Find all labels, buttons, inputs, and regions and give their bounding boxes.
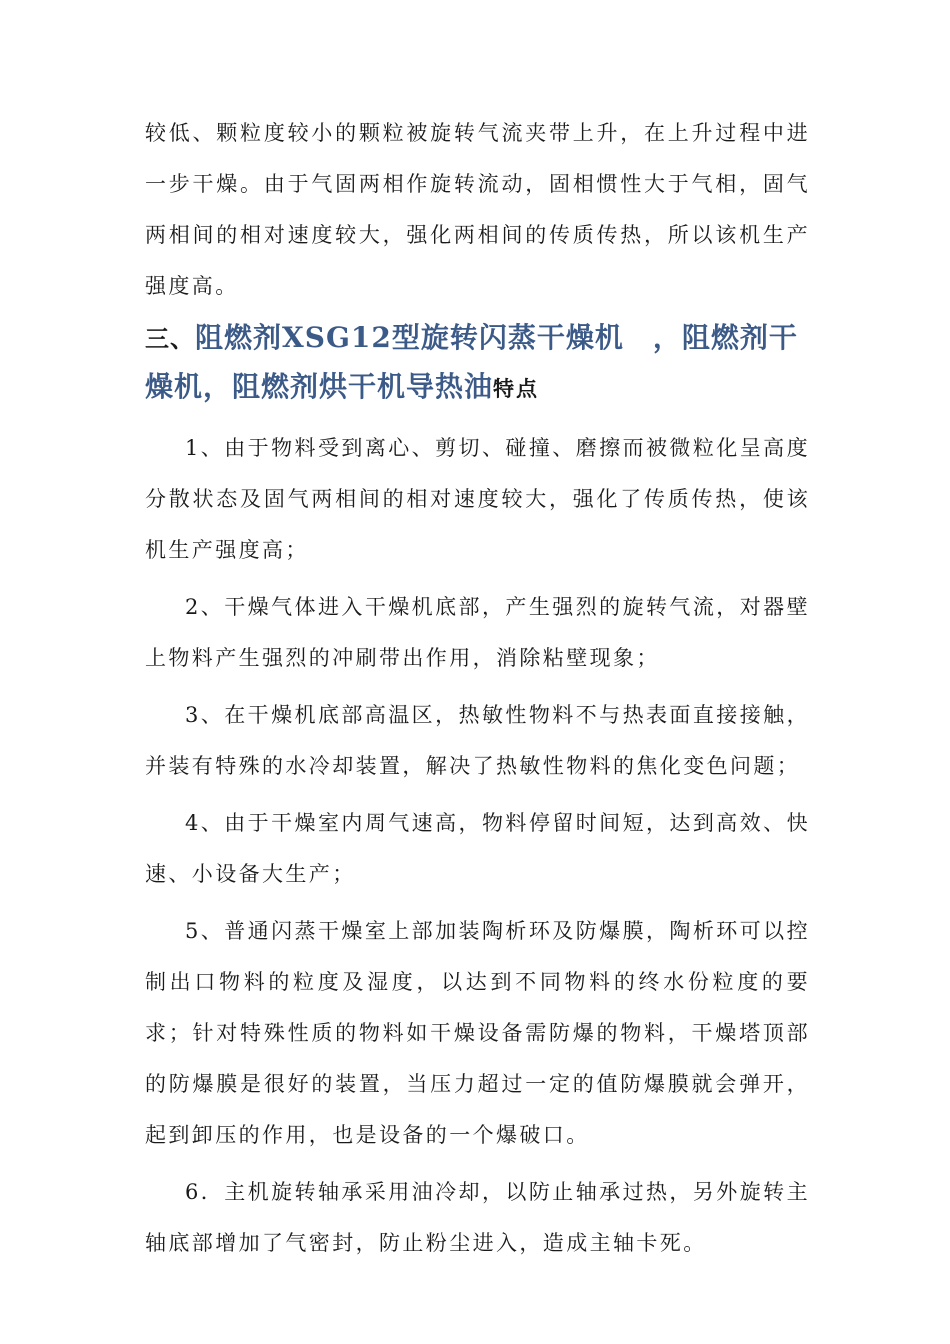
feature-item-5: 5、普通闪蒸干燥室上部加装陶析环及防爆膜，陶析环可以控制出口物料的粒度及湿度，以达到不同物料的终水份粒度的要求；针对特殊性质的物料如干燥设备需防爆的物料，干燥塔顶部的防爆膜是很好的装置，当压力超过一定的值防爆膜就会弹开，起到卸压的作用，也是设备的一个爆破口。 [145, 919, 810, 1147]
feature-item-6: 6．主机旋转轴承采用油冷却，以防止轴承过热，另外旋转主轴底部增加了气密封，防止粉尘进入，造成主轴卡死。 [145, 1180, 810, 1255]
feature-item-2: 2、干燥气体进入干燥机底部，产生强烈的旋转气流，对器壁上物料产生强烈的冲刷带出作用，消除粘壁现象； [145, 595, 810, 670]
section-heading [145, 314, 810, 413]
feature-item-3: 3、在干燥机底部高温区，热敏性物料不与热表面直接接触，并装有特殊的水冷却装置，解决了热敏性物料的焦化变色问题； [145, 703, 810, 778]
intro-paragraph: 较低、颗粒度较小的颗粒被旋转气流夹带上升，在上升过程中进一步干燥。由于气固两相作旋转流动，固相惯性大于气相，固气两相间的相对速度较大，强化两相间的传质传热，所以该机生产强度高。 [145, 121, 810, 298]
section-title: 阻燃剂XSG12型旋转闪蒸干燥机 ，阻燃剂干燥机，阻燃剂烘干机导热油 [145, 321, 798, 403]
section-title-suffix: 特点 [493, 376, 540, 401]
feature-item-4: 4、由于干燥室内周气速高，物料停留时间短，达到高效、快速、小设备大生产； [145, 811, 810, 886]
feature-item-1: 1、由于物料受到离心、剪切、碰撞、磨擦而被微粒化呈高度分散状态及固气两相间的相对速度较大，强化了传质传热，使该机生产强度高； [145, 436, 810, 562]
section-number: 三、 [145, 324, 195, 353]
